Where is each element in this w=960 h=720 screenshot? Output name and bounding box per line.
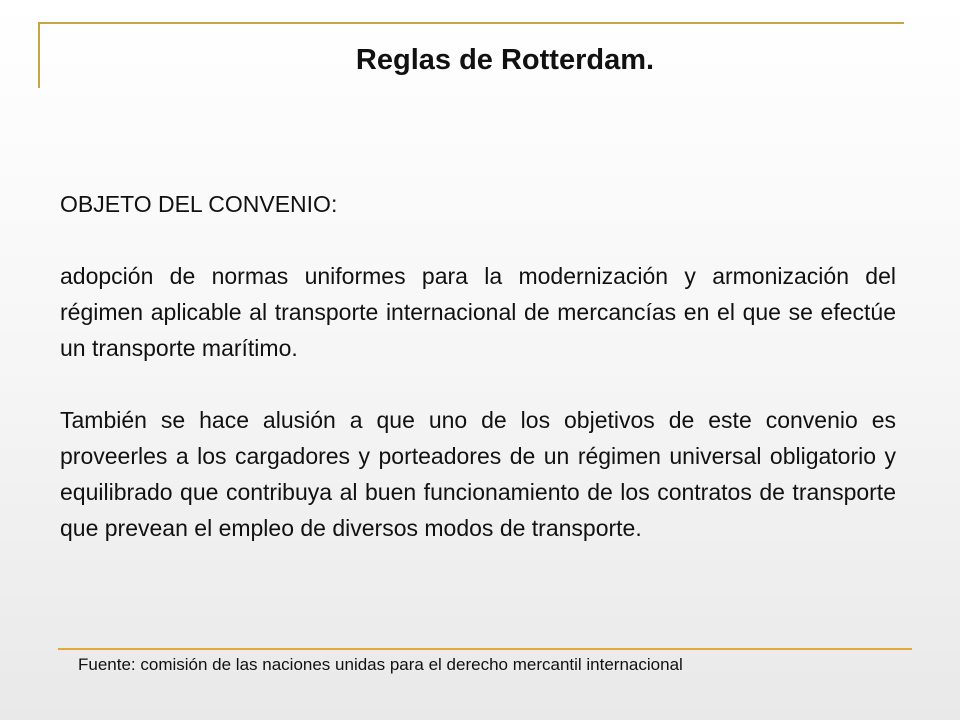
slide-body xyxy=(60,186,896,582)
paragraph-allusion: También se hace alusión a que uno de los objetivos de este convenio es proveerles a los cargadores y porteadores de un régimen universal obligatorio y equilibrado que contribuya al buen funcionamiento de los contratos de transporte que prevean el empleo de diversos modos de transporte. xyxy=(60,407,896,541)
source-footnote: Fuente: comisión de las naciones unidas para el derecho mercantil internacional xyxy=(78,655,683,674)
top-gold-rule xyxy=(38,22,904,24)
bottom-gold-rule xyxy=(58,648,912,650)
section-heading: OBJETO DEL CONVENIO: xyxy=(60,191,338,217)
slide-title: Reglas de Rotterdam. xyxy=(355,44,655,76)
paragraph-objective: adopción de normas uniformes para la modernización y armonización del régimen aplicable al transporte internacional de mercancías en el que se efectúe un transporte marítimo. xyxy=(60,263,896,361)
